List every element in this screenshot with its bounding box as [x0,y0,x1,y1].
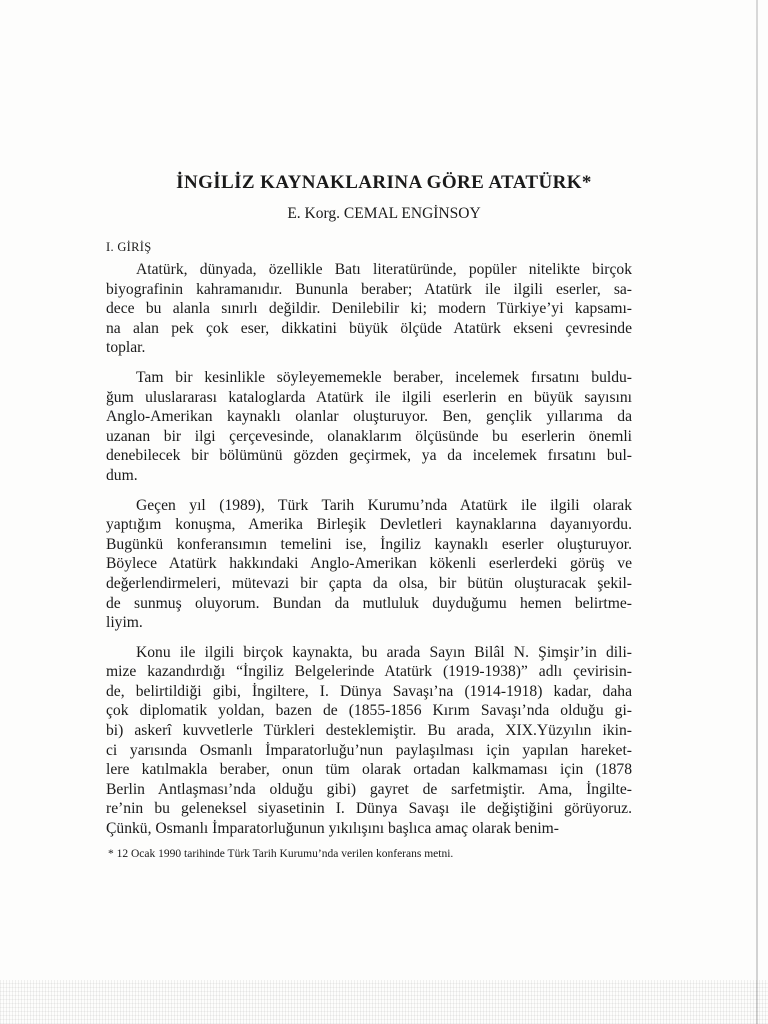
text-line: Böylece Atatürk hakkındaki Anglo-Amerikan kökenli eserlerdeki görüş ve [106,555,632,573]
text-line: lere katılmakla beraber, onun tüm olarak ortadan kalkmaması için (1878 [106,761,632,779]
text-line: ğum uluslararası kataloglarda Atatürk ile ilgili eserlerin en büyük sayısını [106,388,632,406]
scan-artifact-strip [0,980,768,1024]
text-line: liyim. [106,614,143,632]
text-line: Berlin Antlaşması’nda olduğu gibi) gayret de sarfetmiştir. Ama, İngilte- [106,780,632,798]
text-line: denebilecek bir bölümünü gözden geçirmek, ya da incelemek fırsatını bul- [106,447,632,465]
text-line: re’nin bu geleneksel siyasetinin I. Dünya Savaşı ile değiştiğini görüyoruz. [106,800,632,818]
paragraph [106,496,632,633]
text-line: Anglo-Amerikan kaynaklı olanlar oluşturuyor. Ben, gençlik yıllarıma da [106,408,632,426]
section-heading: I. GİRİŞ [106,240,152,254]
text-line: Çünkü, Osmanlı İmparatorluğunun yıkılışını başlıca amaç olarak benim- [106,820,559,838]
text-line: uzanan bir ilgi çerçevesinde, olanaklarım ölçüsünde bu eserlerin önemli [106,427,632,445]
paragraph [106,643,632,839]
text-line: dum. [106,466,138,484]
text-line: dece bu alanla sınırlı değildir. Denilebilir ki; modern Türkiye’yi kapsamı- [106,300,632,318]
footnote: * 12 Ocak 1990 tarihinde Türk Tarih Kurumu’nda verilen konferans metni. [108,848,454,860]
text-line: Atatürk, dünyada, özellikle Batı literatüründe, popüler nitelikte birçok [136,261,632,278]
text-line: toplar. [106,339,146,357]
paragraph [106,260,632,358]
text-line: ci yarısında Osmanlı İmparatorluğu’nun paylaşılması için yapılan hareket- [106,741,632,759]
text-line: çok diplomatik yoldan, bazen de (1855-1856 Kırım Savaşı’nda olduğu gi- [106,702,632,720]
text-line: Konu ile ilgili birçok kaynakta, bu arada Sayın Bilâl N. Şimşir’in dili- [136,643,632,661]
text-line: bi) askerî kuvvetlerle Türkleri desteklemiştir. Bu arada, XIX.Yüzyılın ikin- [106,722,632,740]
article-author: E. Korg. CEMAL ENGİNSOY [287,205,481,222]
page-edge-shadow [756,0,758,1024]
article-body [106,260,632,849]
text-line: değerlendirmeleri, mütevazi bir çapta da olsa, bir bütün oluşturacak şekil- [106,574,632,592]
paragraph [106,368,632,486]
text-line: Bugünkü konferansımın temelini ise, İngiliz kaynaklı eserler oluşturuyor. [106,535,632,553]
text-line: de, belirtildiği gibi, İngiltere, I. Dünya Savaşı’na (1914-1918) kadar, daha [106,682,632,700]
text-line: Tam bir kesinlikle söyleyememekle beraber, incelemek fırsatını buldu- [136,368,632,386]
text-line: Geçen yıl (1989), Türk Tarih Kurumu’nda Atatürk ile ilgili olarak [136,496,632,514]
text-line: de sunmuş oluyorum. Bundan da mutluluk duyduğumu hemen belirtme- [106,594,632,612]
text-line: biyografinin kahramanıdır. Bununla beraber; Atatürk ile ilgili eserler, sa- [106,280,632,298]
article-title: İNGİLİZ KAYNAKLARINA GÖRE ATATÜRK* [176,172,592,193]
text-line: yaptığım konuşma, Amerika Birleşik Devletleri kaynaklarına dayanıyordu. [106,516,632,534]
text-line: mize kazandırdığı “İngiliz Belgelerinde Atatürk (1919-1938)” adlı çevirisin- [106,663,632,681]
text-line: na alan pek çok eser, dikkatini büyük ölçüde Atatürk ekseni çevresinde [106,319,632,337]
